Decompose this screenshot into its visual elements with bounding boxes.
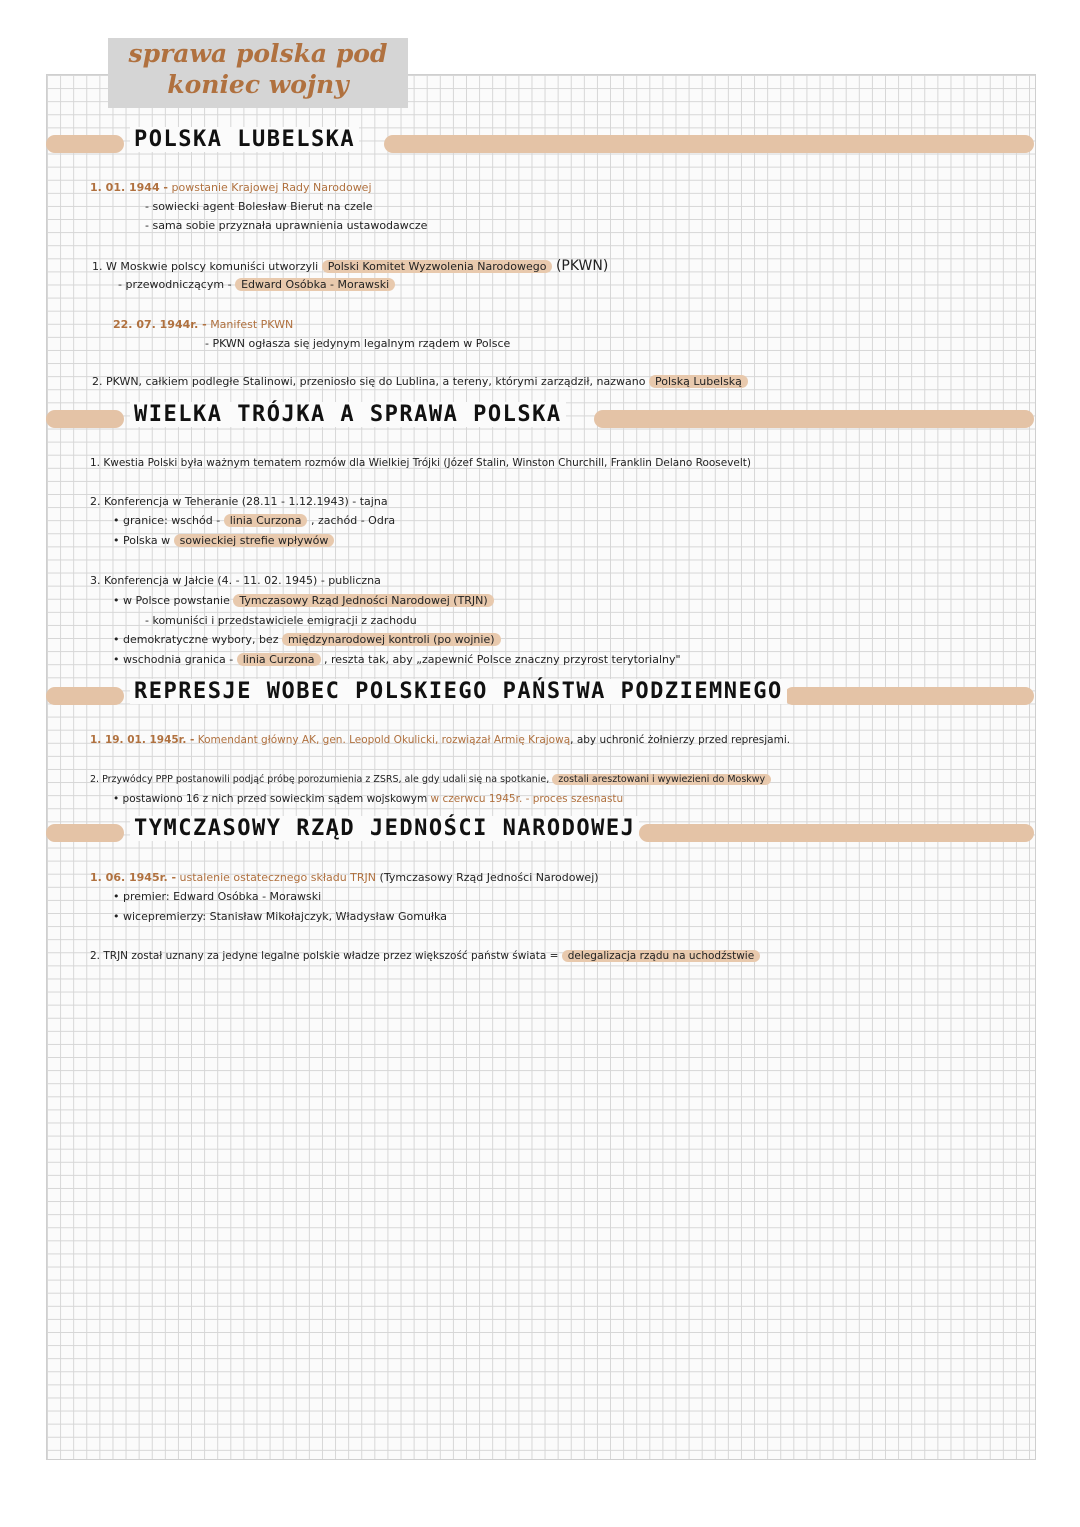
note-text: 2. Przywódcy PPP postanowili podjąć próbę porozumienia z ZSRS, ale gdy udali się na spotkanie, xyxy=(90,774,550,785)
note-line xyxy=(113,513,395,529)
note-line xyxy=(113,317,293,333)
note-line xyxy=(113,791,623,807)
note-line xyxy=(113,632,501,648)
section-heading-polska-lubelska xyxy=(46,127,1034,155)
note-text: 2. PKWN, całkiem podległe Stalinowi, przeniosło się do Lublina, a tereny, którymi zarządził, nazwano xyxy=(92,375,646,388)
note-text: , aby uchronić żołnierzy przed represjami. xyxy=(570,734,791,746)
note-line: 1. Kwestia Polski była ważnym tematem rozmów dla Wielkiej Trójki (Józef Stalin, Winston Churchill, Franklin Delano Roosevelt) xyxy=(90,457,752,469)
heading-bar-right xyxy=(594,410,1034,428)
note-text: (Tymczasowy Rząd Jedności Narodowej) xyxy=(379,871,599,884)
note-line: - komuniści i przedstawiciele emigracji z zachodu xyxy=(145,614,417,627)
note-line: • wicepremierzy: Stanisław Mikołajczyk, Władysław Gomułka xyxy=(113,910,447,923)
note-text: ustalenie ostatecznego składu TRJN xyxy=(179,871,377,884)
heading-bar-left xyxy=(46,687,124,705)
note-line xyxy=(92,258,608,275)
note-title-line-1: sprawa polska pod xyxy=(128,39,388,68)
note-title-line-2: koniec wojny xyxy=(167,70,349,99)
note-line xyxy=(118,277,395,293)
note-text: w czerwcu 1945r. - proces szesnastu xyxy=(430,793,624,805)
section-title: REPRESJE WOBEC POLSKIEGO PAŃSTWA PODZIEMNEGO xyxy=(130,679,787,704)
note-text: • wschodnia granica - xyxy=(113,653,234,666)
note-line xyxy=(113,593,494,609)
note-text: • w Polsce powstanie xyxy=(113,594,230,607)
section-heading-tymczasowy-rzad xyxy=(46,816,1034,844)
note-line: 3. Konferencja w Jałcie (4. - 11. 02. 1945) - publiczna xyxy=(90,574,381,587)
highlight-text: Tymczasowy Rząd Jedności Narodowej (TRJN) xyxy=(233,594,493,607)
highlight-text: Polską Lubelską xyxy=(649,375,748,388)
section-heading-represje xyxy=(46,679,1034,707)
highlight-text: linia Curzona xyxy=(224,514,308,527)
note-text: • granice: wschód - xyxy=(113,514,221,527)
note-text: - przewodniczącym - xyxy=(118,278,232,291)
note-line xyxy=(92,374,748,390)
note-line xyxy=(90,948,760,964)
heading-bar-right xyxy=(639,824,1034,842)
section-title: POLSKA LUBELSKA xyxy=(130,127,359,152)
section-title: WIELKA TRÓJKA A SPRAWA POLSKA xyxy=(130,402,566,427)
section-title: TYMCZASOWY RZĄD JEDNOŚCI NARODOWEJ xyxy=(130,816,639,841)
note-line xyxy=(90,772,771,788)
note-text: • Polska w xyxy=(113,534,171,547)
note-text: (PKWN) xyxy=(555,258,609,274)
heading-bar-right xyxy=(384,135,1034,153)
heading-bar-right xyxy=(784,687,1034,705)
note-line xyxy=(90,180,372,196)
highlight-text: sowieckiej strefie wpływów xyxy=(174,534,335,547)
section-heading-wielka-trojka xyxy=(46,402,1034,430)
note-text: • postawiono 16 z nich przed sowieckim sądem wojskowym xyxy=(113,793,428,805)
heading-bar-left xyxy=(46,824,124,842)
note-text: , zachód - Odra xyxy=(310,514,396,527)
highlight-text: międzynarodowej kontroli (po wojnie) xyxy=(282,633,501,646)
highlight-text: Edward Osóbka - Morawski xyxy=(235,278,395,291)
note-text: • demokratyczne wybory, bez xyxy=(113,633,279,646)
heading-bar-left xyxy=(46,135,124,153)
note-line: - PKWN ogłasza się jedynym legalnym rządem w Polsce xyxy=(205,337,511,350)
date-text: 1. 06. 1945r. - xyxy=(90,871,177,884)
highlight-text: Polski Komitet Wyzwolenia Narodowego xyxy=(322,260,553,273)
date-text: 1. 01. 1944 - xyxy=(90,181,168,194)
note-text: Komendant główny AK, gen. Leopold Okulicki, rozwiązał Armię Krajową xyxy=(197,734,571,746)
highlight-text: delegalizacja rządu na uchodźstwie xyxy=(562,950,760,962)
note-line xyxy=(90,732,790,748)
note-line xyxy=(113,652,681,668)
note-text: 1. W Moskwie polscy komuniści utworzyli xyxy=(92,260,319,273)
note-line: • premier: Edward Osóbka - Morawski xyxy=(113,890,322,903)
highlight-text: zostali aresztowani i wywiezieni do Moskwy xyxy=(552,774,771,785)
note-line xyxy=(113,533,334,549)
note-line: 2. Konferencja w Teheranie (28.11 - 1.12.1943) - tajna xyxy=(90,495,388,508)
note-text: powstanie Krajowej Rady Narodowej xyxy=(171,181,372,194)
note-line: - sowiecki agent Bolesław Bierut na czele xyxy=(145,200,373,213)
date-text: 22. 07. 1944r. - xyxy=(113,318,207,331)
date-text: 1. 19. 01. 1945r. - xyxy=(90,734,195,746)
note-text: Manifest PKWN xyxy=(210,318,294,331)
note-line: - sama sobie przyznała uprawnienia ustawodawcze xyxy=(145,219,428,232)
heading-bar-left xyxy=(46,410,124,428)
note-line xyxy=(90,870,599,886)
note-title-box xyxy=(108,38,408,108)
highlight-text: linia Curzona xyxy=(237,653,321,666)
note-text: , reszta tak, aby „zapewnić Polsce znaczny przyrost terytorialny" xyxy=(324,653,681,666)
note-text: 2. TRJN został uznany za jedyne legalne polskie władze przez większość państw świata = xyxy=(90,950,559,962)
